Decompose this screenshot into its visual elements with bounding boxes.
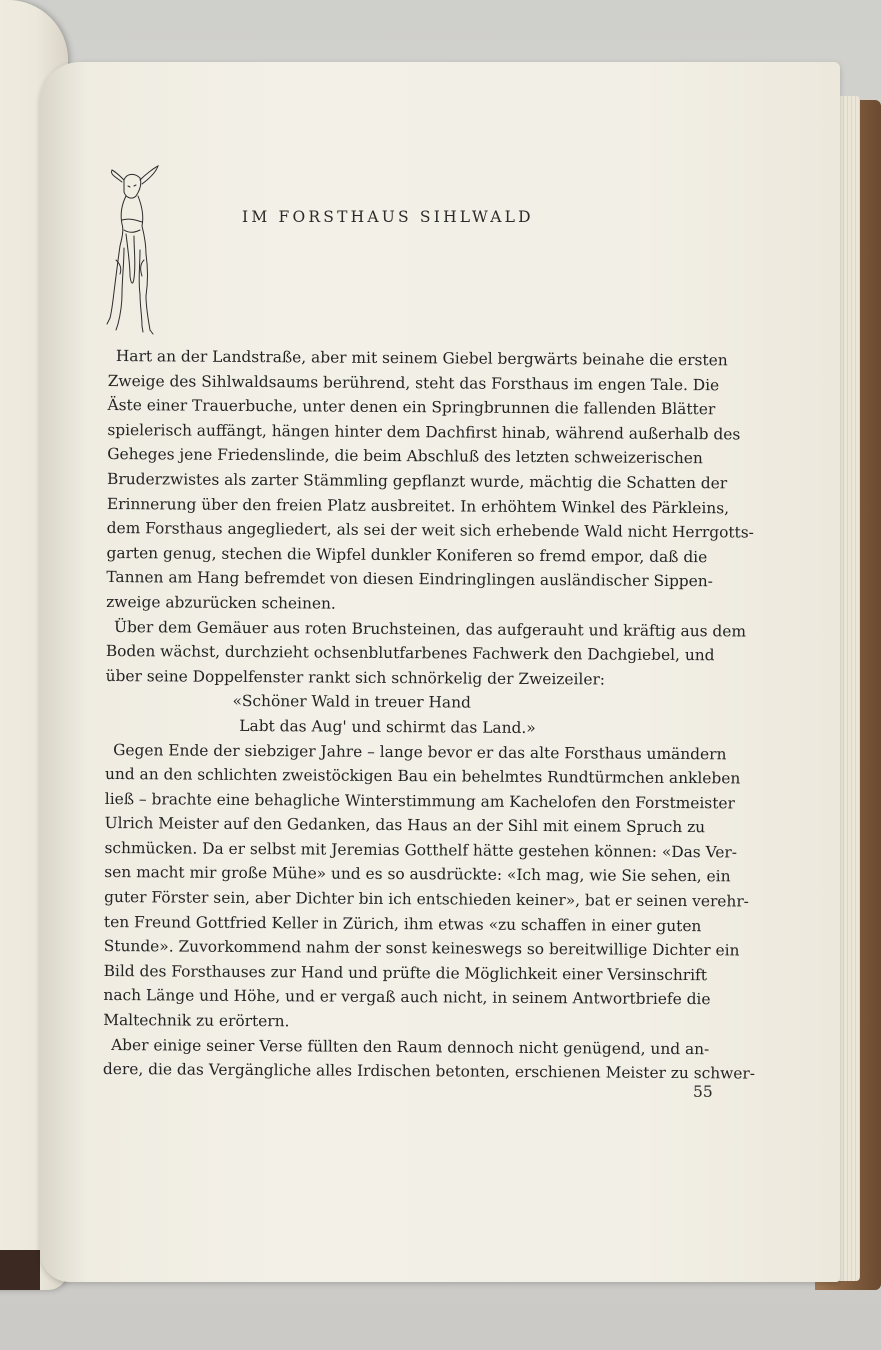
text-line: Bild des Forsthauses zur Hand und prüfte die Möglichkeit einer Versinschrift [103,961,708,985]
text-line: ließ – brachte eine behagliche Winterstimmung am Kachelofen den Forstmeister [104,789,735,813]
text-line: Bruderzwistes als zarter Stämmling gepflanzt wurde, mächtig die Schatten der [106,469,728,493]
text-line: Erinnerung über den freien Platz ausbreitet. In erhöhtem Winkel des Pärkleins, [106,494,730,517]
text-line: über seine Doppelfenster rankt sich schnörkelig der Zweizeiler: [105,666,606,689]
text-line: sen macht mir große Mühe» und es so ausdrückte: «Ich mag, wie Sie sehen, ein [104,863,731,886]
chapter-title: IM FORSTHAUS SIHLWALD [242,208,534,226]
text-line: garten genug, stechen die Wipfel dunkler Koniferen so fremd empor, daß die [106,543,708,566]
paragraph-4 [102,1033,756,1086]
text-line: Hart an der Landstraße, aber mit seinem Giebel bergwärts beinahe die ersten [115,347,728,370]
text-line: nach Länge und Höhe, und er vergaß auch nicht, in seinem Antwortbriefe die [103,986,711,1009]
text-line: dere, die das Vergängliche alles Irdischen betonten, erschienen Meister zu schwer- [102,1060,756,1083]
deer-sketch-icon [100,160,170,340]
text-line: Zweige des Sihlwaldsaums berührend, steht das Forsthaus im engen Tale. Die [107,371,720,394]
text-line: schmücken. Da er selbst mit Jeremias Gotthelf hätte gestehen können: «Das Ver- [104,838,738,862]
text-line: ten Freund Gottfried Keller in Zürich, ihm etwas «zu schaffen in einer guten [103,912,702,935]
text-line: Äste einer Trauerbuche, unter denen ein Springbrunnen die fallenden Blätter [107,396,716,419]
verse-line-2: Labt das Aug' und schirmt das Land.» [239,716,536,737]
paragraph-1 [106,344,754,619]
paragraph-3 [103,737,749,1036]
text-line: Geheges jene Friedenslinde, die beim Abschluß des letzten schweizerischen [107,445,703,468]
text-line: dem Forsthaus angegliedert, als sei der weit sich erhebende Wald nicht Herrgotts- [106,519,754,542]
body-text [102,344,756,1086]
book-binding-corner [0,1250,40,1290]
text-line: spielerisch auffängt, hängen hinter dem Dachfirst hinab, während außerhalb des [107,420,741,444]
text-line: Maltechnik zu erörtern. [103,1011,290,1031]
text-line: guter Förster sein, aber Dichter bin ich entschieden keiner», bat er seinen verehr- [104,888,749,911]
text-line: zweige abzurücken scheinen. [106,592,336,613]
text-line: Stunde». Zuvorkommend nahm der sonst keineswegs so bereitwillige Dichter ein [103,937,740,960]
paragraph-2 [105,615,747,693]
page-number: 55 [693,1083,713,1101]
verse-line-1: «Schöner Wald in treuer Hand [232,692,471,712]
text-line: Gegen Ende der siebziger Jahre – lange bevor er das alte Forsthaus umändern [113,740,727,763]
text-line: Boden wächst, durchzieht ochsenblutfarbenes Fachwerk den Dachgiebel, und [105,642,715,665]
text-line: Aber einige seiner Verse füllten den Raum dennoch nicht genügend, und an- [111,1035,710,1058]
text-line: Tannen am Hang befremdet von diesen Eindringlingen ausländischer Sippen- [106,568,713,591]
text-line: und an den schlichten zweistöckigen Bau ein behelmtes Rundtürmchen ankleben [104,765,741,788]
text-line: Über dem Gemäuer aus roten Bruchsteinen, das aufgerauht und kräftig aus dem [113,617,747,640]
text-line: Ulrich Meister auf den Gedanken, das Haus an der Sihl mit einem Spruch zu [104,814,706,837]
